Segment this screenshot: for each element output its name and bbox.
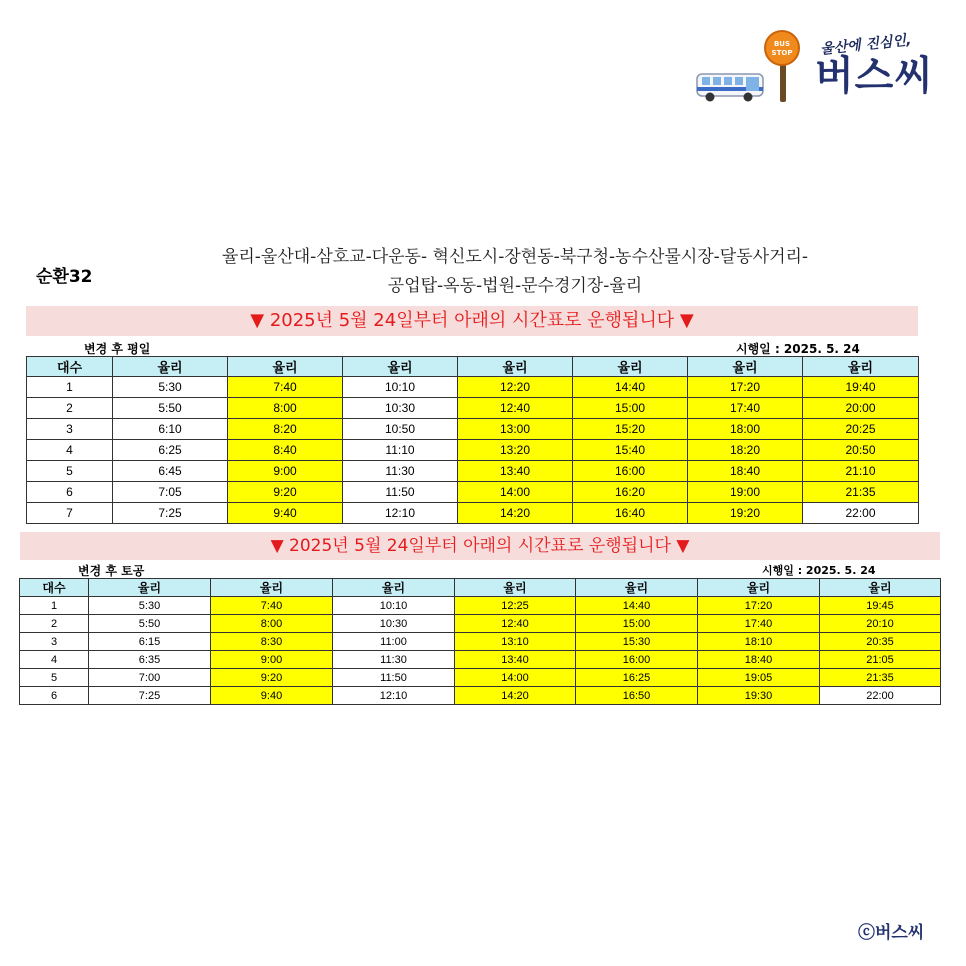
departure-time-cell: 6:15 [89,633,211,651]
weekend-header-cell: 율리 [333,579,455,597]
table-row [20,597,941,615]
departure-time-cell: 13:20 [458,440,573,461]
departure-time-cell: 10:10 [343,377,458,398]
departure-time-cell: 7:40 [211,597,333,615]
weekday-header-row [27,357,919,377]
departure-time-cell: 14:40 [573,377,688,398]
departure-time-cell: 20:00 [803,398,919,419]
departure-time-cell: 9:40 [211,687,333,705]
bus-number-cell: 7 [27,503,113,524]
route-path-line-2: 공업탑-옥동-법원-문수경기장-율리 [387,276,643,296]
departure-time-cell: 11:10 [343,440,458,461]
departure-time-cell: 7:00 [89,669,211,687]
departure-time-cell: 12:25 [455,597,576,615]
weekend-label: 변경 후 토공 [78,564,145,578]
weekday-header-cell: 율리 [803,357,919,377]
weekend-header-cell: 대수 [20,579,89,597]
departure-time-cell: 10:30 [333,615,455,633]
weekend-effective-date: 시행일 : 2025. 5. 24 [762,564,876,577]
table-row [27,461,919,482]
departure-time-cell: 15:00 [576,615,698,633]
departure-time-cell: 21:05 [820,651,941,669]
departure-time-cell: 16:50 [576,687,698,705]
departure-time-cell: 7:40 [228,377,343,398]
departure-time-cell: 8:00 [211,615,333,633]
bus-number-cell: 3 [20,633,89,651]
departure-time-cell: 22:00 [820,687,941,705]
bus-number-cell: 6 [27,482,113,503]
table-row [27,440,919,461]
departure-time-cell: 5:30 [113,377,228,398]
departure-time-cell: 6:10 [113,419,228,440]
table-row [27,482,919,503]
departure-time-cell: 19:20 [688,503,803,524]
departure-time-cell: 5:50 [113,398,228,419]
departure-time-cell: 21:35 [820,669,941,687]
departure-time-cell: 20:50 [803,440,919,461]
departure-time-cell: 17:20 [698,597,820,615]
route-code: 순환32 [36,267,93,287]
table-row [20,633,941,651]
bus-number-cell: 5 [20,669,89,687]
route-path-line-1: 율리-울산대-삼호교-다운동- 혁신도시-장현동-북구청-농수산물시장-달동사거리- [221,247,809,267]
departure-time-cell: 19:05 [698,669,820,687]
departure-time-cell: 18:40 [688,461,803,482]
departure-time-cell: 19:45 [820,597,941,615]
departure-time-cell: 14:40 [576,597,698,615]
weekend-header-row [20,579,941,597]
departure-time-cell: 18:20 [688,440,803,461]
departure-time-cell: 18:00 [688,419,803,440]
logo-brand-name: 버스씨 [815,53,934,99]
departure-time-cell: 17:40 [688,398,803,419]
departure-time-cell: 6:35 [89,651,211,669]
departure-time-cell: 11:30 [333,651,455,669]
departure-time-cell: 20:25 [803,419,919,440]
departure-time-cell: 6:25 [113,440,228,461]
departure-time-cell: 20:10 [820,615,941,633]
departure-time-cell: 11:30 [343,461,458,482]
departure-time-cell: 16:20 [573,482,688,503]
departure-time-cell: 8:00 [228,398,343,419]
departure-time-cell: 12:40 [455,615,576,633]
weekend-header-cell: 율리 [698,579,820,597]
departure-time-cell: 16:00 [576,651,698,669]
weekend-timetable [19,578,941,705]
weekday-header-cell: 율리 [573,357,688,377]
departure-time-cell: 10:10 [333,597,455,615]
departure-time-cell: 12:40 [458,398,573,419]
bus-number-cell: 5 [27,461,113,482]
departure-time-cell: 5:50 [89,615,211,633]
weekday-effective-date: 시행일 : 2025. 5. 24 [736,342,860,356]
departure-time-cell: 16:40 [573,503,688,524]
departure-time-cell: 9:20 [211,669,333,687]
departure-time-cell: 9:40 [228,503,343,524]
departure-time-cell: 21:35 [803,482,919,503]
bus-number-cell: 2 [27,398,113,419]
departure-time-cell: 15:30 [576,633,698,651]
departure-time-cell: 13:00 [458,419,573,440]
weekend-header-cell: 율리 [455,579,576,597]
bus-number-cell: 1 [20,597,89,615]
departure-time-cell: 8:30 [211,633,333,651]
bus-number-cell: 3 [27,419,113,440]
departure-time-cell: 7:25 [113,503,228,524]
departure-time-cell: 15:40 [573,440,688,461]
departure-time-cell: 19:30 [698,687,820,705]
departure-time-cell: 15:20 [573,419,688,440]
departure-time-cell: 9:00 [228,461,343,482]
weekday-header-cell: 율리 [458,357,573,377]
copyright-text: ⓒ버스씨 [858,923,925,943]
weekday-header-cell: 율리 [228,357,343,377]
departure-time-cell: 16:25 [576,669,698,687]
departure-time-cell: 13:40 [455,651,576,669]
weekend-header-cell: 율리 [576,579,698,597]
weekday-change-notice: ▼ 2025년 5월 24일부터 아래의 시간표로 운행됩니다 ▼ [26,306,918,336]
departure-time-cell: 9:00 [211,651,333,669]
table-row [20,615,941,633]
bus-number-cell: 4 [20,651,89,669]
departure-time-cell: 11:50 [333,669,455,687]
table-row [20,669,941,687]
bus-number-cell: 2 [20,615,89,633]
bus-icon [696,72,764,102]
departure-time-cell: 22:00 [803,503,919,524]
bus-stop-sign-icon: BUS STOP [764,30,800,66]
departure-time-cell: 18:10 [698,633,820,651]
weekday-header-cell: 율리 [688,357,803,377]
departure-time-cell: 19:00 [688,482,803,503]
departure-time-cell: 8:20 [228,419,343,440]
weekday-header-cell: 율리 [343,357,458,377]
departure-time-cell: 10:50 [343,419,458,440]
departure-time-cell: 7:05 [113,482,228,503]
departure-time-cell: 10:30 [343,398,458,419]
departure-time-cell: 9:20 [228,482,343,503]
departure-time-cell: 11:50 [343,482,458,503]
departure-time-cell: 12:10 [333,687,455,705]
departure-time-cell: 18:40 [698,651,820,669]
departure-time-cell: 20:35 [820,633,941,651]
weekend-change-notice: ▼ 2025년 5월 24일부터 아래의 시간표로 운행됩니다 ▼ [20,532,940,560]
table-row [20,687,941,705]
departure-time-cell: 12:20 [458,377,573,398]
weekday-timetable [26,356,919,524]
weekday-rows [27,377,919,524]
departure-time-cell: 14:00 [455,669,576,687]
table-row [20,651,941,669]
departure-time-cell: 21:10 [803,461,919,482]
departure-time-cell: 15:00 [573,398,688,419]
table-row [27,503,919,524]
departure-time-cell: 19:40 [803,377,919,398]
departure-time-cell: 13:10 [455,633,576,651]
weekday-header-cell: 대수 [27,357,113,377]
weekend-header-cell: 율리 [211,579,333,597]
bus-number-cell: 4 [27,440,113,461]
table-row [27,419,919,440]
departure-time-cell: 17:20 [688,377,803,398]
weekend-header-cell: 율리 [89,579,211,597]
departure-time-cell: 12:10 [343,503,458,524]
departure-time-cell: 7:25 [89,687,211,705]
brand-logo [0,0,966,120]
departure-time-cell: 13:40 [458,461,573,482]
weekday-label: 변경 후 평일 [84,342,151,356]
departure-time-cell: 11:00 [333,633,455,651]
bus-number-cell: 1 [27,377,113,398]
departure-time-cell: 5:30 [89,597,211,615]
table-row [27,398,919,419]
weekend-header-cell: 율리 [820,579,941,597]
departure-time-cell: 17:40 [698,615,820,633]
bus-number-cell: 6 [20,687,89,705]
table-row [27,377,919,398]
departure-time-cell: 16:00 [573,461,688,482]
departure-time-cell: 8:40 [228,440,343,461]
logo-tagline: 울산에 진심인, [819,32,913,58]
departure-time-cell: 6:45 [113,461,228,482]
departure-time-cell: 14:20 [455,687,576,705]
weekend-rows [20,597,941,705]
departure-time-cell: 14:00 [458,482,573,503]
departure-time-cell: 14:20 [458,503,573,524]
route-path [140,243,890,301]
weekday-header-cell: 율리 [113,357,228,377]
